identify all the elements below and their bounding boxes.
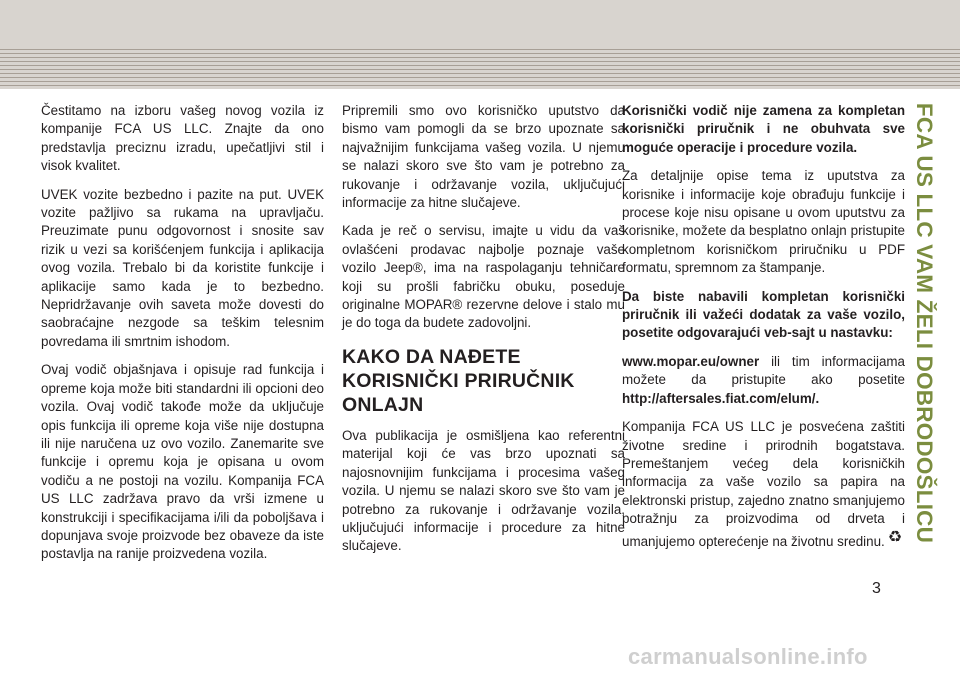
publication-paragraph: Ova publikacija je osmišljena kao referentni materijal koji će vas brzo upoznati sa najosnovnijim funkcijama i procesima vašeg vozila. U njemu se nalazi skoro sve što vam je potrebno za rukovanje i održavanje vozila, uključujući informacije i procedure za hitne slučajeve. bbox=[342, 427, 625, 554]
purpose-paragraph: Pripremili smo ovo korisničko uputstvo da bismo vam pomogli da se brzo upoznate sa najvažnijim funkcijama vašeg vozila. U njemu se nalazi skoro sve što vam je potrebno za rukovanje i održavanje vozila, uključujući informacije za hitne slučajeve. bbox=[342, 103, 625, 211]
text-column-2 bbox=[342, 102, 625, 566]
safety-paragraph: UVEK vozite bezbedno i pazite na put. UVEK vozite pažljivo sa rukama na upravljaču. Preuzimate punu odgovornost i snosite sav rizik u vezi sa korišćenjem funkcija i aplikacija ovog vozila. Trebalo bi da koristite funkcije i aplikacije samo kada je to bezbedno. Nepridržavanje ovih saveta može dovesti do saobraćajne nezgode sa teškim telesnim povredama ili smrtnim ishodom. bbox=[41, 186, 324, 349]
environment-text: Kompanija FCA US LLC je posvećena zaštiti životne sredine i prirodnih bogatstava. Premeštanjem većeg dela korisničkih informacija za vaše vozilo sa papira na elektronski pristup, zajedno znatno smanjujemo potražnju za proizvodima od drveta i umanjujemo opterećenje na životnu sredinu. bbox=[622, 419, 905, 549]
links-connector-text: ili tim informacijama možete da pristupite ako posetite bbox=[622, 353, 905, 388]
service-paragraph: Kada je reč o servisu, imajte u vidu da vaš ovlašćeni prodavac najbolje poznaje vaše vozilo Jeep®, ima na raspolaganju tehničare koji su prošli fabričku obuku, poseduje originalne MOPAR® rezervne delove i stalo mu je do toga da budete zadovoljni. bbox=[342, 223, 625, 331]
recycle-icon: ♻ bbox=[887, 528, 903, 546]
mopar-link[interactable]: www.mopar.eu/owner bbox=[622, 353, 760, 369]
environment-paragraph bbox=[622, 418, 905, 551]
notice-paragraph: Korisnički vodič nije zamena za kompletan korisnički priručnik i ne obuhvata sve moguće operacije i procedure vozila. bbox=[622, 103, 905, 155]
online-access-paragraph: Za detaljnije opise tema iz uputstva za korisnike i informacije koje obrađuju funkcije i procese koje nisu opisane u ovom uputstvu za korisnike, možete da besplatno onlajn pristupite kompletnom korisničkom priručniku u PDF formatu, spremnom za štampanje. bbox=[622, 168, 905, 276]
header-stripe-pattern bbox=[0, 49, 960, 89]
aftersales-link[interactable]: http://aftersales.fiat.com/elum/. bbox=[622, 390, 820, 406]
page-number: 3 bbox=[872, 580, 881, 597]
section-title-text: FCA US LLC VAM ŽELI DOBRODOŠLICU bbox=[912, 102, 938, 544]
text-column-1 bbox=[41, 102, 324, 574]
intro-paragraph: Čestitamo na izboru vašeg novog vozila iz kompanije FCA US LLC. Znajte da ono predstavlja preciznu izradu, upečatljivi stil i visok kvalitet. bbox=[41, 103, 324, 174]
website-instruction-paragraph: Da biste nabavili kompletan korisnički priručnik ili važeći dodatak za vaše vozilo, posetite odgovarajući veb-sajt u nastavku: bbox=[622, 288, 905, 341]
sidebar-section-title bbox=[904, 92, 944, 554]
text-column-3 bbox=[622, 102, 905, 561]
section-heading: KAKO DA NAĐETE KORISNIČKI PRIRUČNIK ONLAJN bbox=[342, 345, 575, 416]
top-header-band bbox=[0, 0, 960, 89]
guide-description-paragraph: Ovaj vodič objašnjava i opisuje rad funkcija i opreme koja može biti standardni ili opcioni deo vozila. Ovaj vodič takođe može da uključuje opis funkcija ili opreme koja više nije dostupna ili nije naručena uz ovo vozilo. Zanemarite sve funkcije i opremu koja je opisana u ovom vodiču a ne postoji na vozilu. Kompanija FCA US LLC zadržava pravo da vrši izmene u konstrukciji i specifikacijama i/ili da poboljšava i dopunjava svoje proizvode bez obaveze da iste postavlja na ranije proizvedena vozila. bbox=[41, 362, 324, 562]
watermark-text: carmanualsonline.info bbox=[628, 644, 868, 669]
website-links-paragraph bbox=[622, 353, 905, 408]
